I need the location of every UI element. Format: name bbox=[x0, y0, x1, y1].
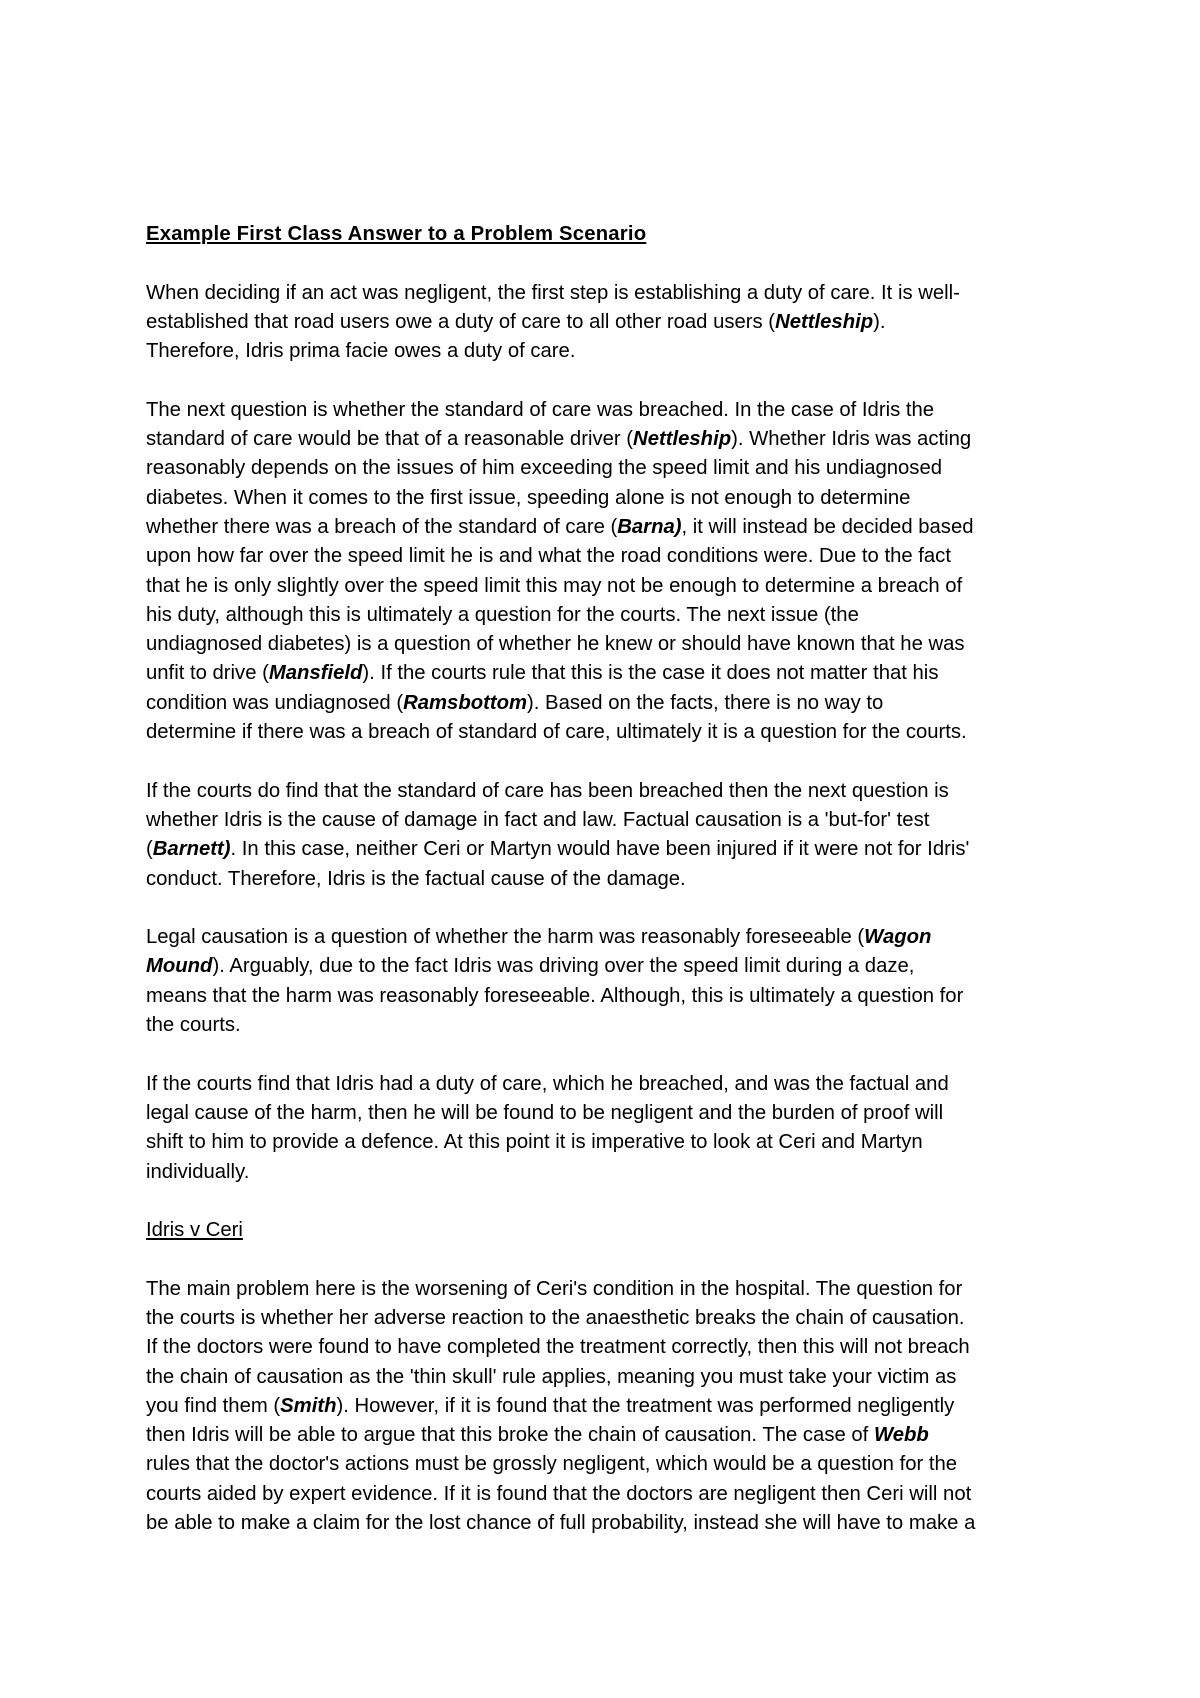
case-citation: Smith bbox=[280, 1394, 337, 1417]
text-run: then Idris will be able to argue that this broke the chain of causation. The case of bbox=[146, 1424, 874, 1447]
text-line bbox=[146, 1275, 1071, 1304]
paragraph bbox=[146, 396, 1071, 748]
text-run: upon how far over the speed limit he is and what the road conditions were. Due to the fact bbox=[146, 545, 951, 568]
case-citation: Mansfield bbox=[268, 662, 363, 685]
text-run: you find them ( bbox=[146, 1394, 281, 1417]
text-line bbox=[146, 308, 1071, 337]
case-citation: Nettleship bbox=[775, 310, 874, 333]
text-run: diabetes. When it comes to the first issue, speeding alone is not enough to determine bbox=[146, 486, 911, 509]
text-run: ). However, if it is found that the treatment was performed negligently bbox=[336, 1394, 955, 1417]
text-line bbox=[146, 1421, 1071, 1450]
text-run: standard of care would be that of a reasonable driver ( bbox=[146, 428, 634, 451]
paragraphs-section bbox=[146, 279, 1071, 1187]
text-run: The main problem here is the worsening of Ceri's condition in the hospital. The question for bbox=[146, 1277, 963, 1300]
text-line bbox=[146, 542, 1071, 571]
text-line bbox=[146, 1128, 1071, 1157]
text-run: ( bbox=[146, 838, 153, 861]
text-run: the courts. bbox=[146, 1014, 241, 1037]
text-run: . In this case, neither Ceri or Martyn would have been injured if it were not for Idris' bbox=[230, 838, 970, 861]
text-run: If the courts find that Idris had a duty of care, which he breached, and was the factual and bbox=[146, 1072, 949, 1095]
text-line bbox=[146, 1158, 1071, 1187]
text-run: the courts is whether her adverse reaction to the anaesthetic breaks the chain of causation. bbox=[146, 1306, 965, 1329]
text-line bbox=[146, 337, 1071, 366]
text-line bbox=[146, 1333, 1071, 1362]
text-run: determine if there was a breach of standard of care, ultimately it is a question for the courts. bbox=[146, 721, 967, 744]
text-run: that he is only slightly over the speed limit this may not be enough to determine a breach of bbox=[146, 574, 963, 597]
text-run: undiagnosed diabetes) is a question of whether he knew or should have known that he was bbox=[146, 633, 965, 656]
text-run: be able to make a claim for the lost chance of full probability, instead she will have to make a bbox=[146, 1512, 976, 1535]
text-line bbox=[146, 1392, 1071, 1421]
text-line bbox=[146, 425, 1071, 454]
text-run: his duty, although this is ultimately a question for the courts. The next issue (the bbox=[146, 603, 859, 626]
text-line bbox=[146, 513, 1071, 542]
text-line bbox=[146, 865, 1071, 894]
text-line bbox=[146, 777, 1071, 806]
case-citation: Nettleship bbox=[633, 428, 732, 451]
paragraph bbox=[146, 1275, 1071, 1539]
text-run: ). Based on the facts, there is no way to bbox=[527, 691, 884, 714]
text-line bbox=[146, 484, 1071, 513]
case-citation: Webb bbox=[873, 1424, 929, 1447]
text-run: The next question is whether the standard of care was breached. In the case of Idris the bbox=[146, 398, 935, 421]
paragraphs-section-idris-v-ceri bbox=[146, 1275, 1071, 1539]
text-run: means that the harm was reasonably foreseeable. Although, this is ultimately a question for bbox=[146, 984, 964, 1007]
text-run: ). Whether Idris was acting bbox=[731, 428, 972, 451]
text-line bbox=[146, 454, 1071, 483]
text-line bbox=[146, 952, 1071, 981]
text-run: ). Arguably, due to the fact Idris was driving over the speed limit during a daze, bbox=[212, 955, 915, 978]
text-line bbox=[146, 1450, 1071, 1479]
text-line bbox=[146, 1011, 1071, 1040]
text-line bbox=[146, 806, 1071, 835]
text-line bbox=[146, 572, 1071, 601]
text-line bbox=[146, 1070, 1071, 1099]
text-line bbox=[146, 659, 1071, 688]
text-line bbox=[146, 718, 1071, 747]
text-line bbox=[146, 1304, 1071, 1333]
text-run: conduct. Therefore, Idris is the factual cause of the damage. bbox=[146, 867, 686, 890]
case-citation: Barnett) bbox=[152, 838, 231, 861]
text-run: condition was undiagnosed ( bbox=[146, 691, 404, 714]
text-run: If the courts do find that the standard of care has been breached then the next question is bbox=[146, 779, 949, 802]
paragraph bbox=[146, 279, 1071, 367]
text-run: reasonably depends on the issues of him exceeding the speed limit and his undiagnosed bbox=[146, 457, 943, 480]
text-run: Therefore, Idris prima facie owes a duty of care. bbox=[146, 340, 576, 363]
text-run: If the doctors were found to have completed the treatment correctly, then this will not breach bbox=[146, 1336, 970, 1359]
case-citation: Mound bbox=[146, 955, 213, 978]
text-run: shift to him to provide a defence. At this point it is imperative to look at Ceri and Martyn bbox=[146, 1131, 923, 1154]
text-run: unfit to drive ( bbox=[146, 662, 269, 685]
paragraph bbox=[146, 1070, 1071, 1187]
case-citation: Barna) bbox=[617, 515, 682, 538]
text-line bbox=[146, 1509, 1071, 1538]
text-run: courts aided by expert evidence. If it is found that the doctors are negligent then Ceri will not bbox=[146, 1482, 972, 1505]
section-heading-idris-v-ceri: Idris v Ceri bbox=[146, 1219, 243, 1242]
document-title: Example First Class Answer to a Problem Scenario bbox=[146, 223, 647, 245]
text-run: whether there was a breach of the standard of care ( bbox=[146, 515, 618, 538]
text-line bbox=[146, 630, 1071, 659]
case-citation: Ramsbottom bbox=[403, 691, 528, 714]
text-run: individually. bbox=[146, 1160, 250, 1183]
text-run: ). bbox=[873, 310, 886, 333]
text-run: , it will instead be decided based bbox=[681, 515, 974, 538]
paragraph bbox=[146, 777, 1071, 894]
text-line bbox=[146, 982, 1071, 1011]
text-line bbox=[146, 1099, 1071, 1128]
text-line bbox=[146, 923, 1071, 952]
text-run: the chain of causation as the 'thin skull' rule applies, meaning you must take your victim as bbox=[146, 1365, 957, 1388]
text-line bbox=[146, 689, 1071, 718]
paragraph bbox=[146, 923, 1071, 1040]
text-run: rules that the doctor's actions must be grossly negligent, which would be a question for the bbox=[146, 1453, 958, 1476]
text-run: whether Idris is the cause of damage in fact and law. Factual causation is a 'but-for' test bbox=[146, 808, 930, 831]
text-line bbox=[146, 835, 1071, 864]
text-line bbox=[146, 1363, 1071, 1392]
text-line bbox=[146, 1480, 1071, 1509]
text-run: legal cause of the harm, then he will be found to be negligent and the burden of proof will bbox=[146, 1101, 944, 1124]
text-line bbox=[146, 279, 1071, 308]
case-citation: Wagon bbox=[864, 926, 932, 949]
text-line bbox=[146, 601, 1071, 630]
text-run: ). If the courts rule that this is the case it does not matter that his bbox=[362, 662, 939, 685]
document-body bbox=[146, 220, 1071, 1568]
text-run: When deciding if an act was negligent, the first step is establishing a duty of care. It is well- bbox=[146, 281, 960, 304]
text-run: Legal causation is a question of whether the harm was reasonably foreseeable ( bbox=[146, 926, 865, 949]
text-run: established that road users owe a duty of care to all other road users ( bbox=[146, 310, 776, 333]
text-line bbox=[146, 396, 1071, 425]
